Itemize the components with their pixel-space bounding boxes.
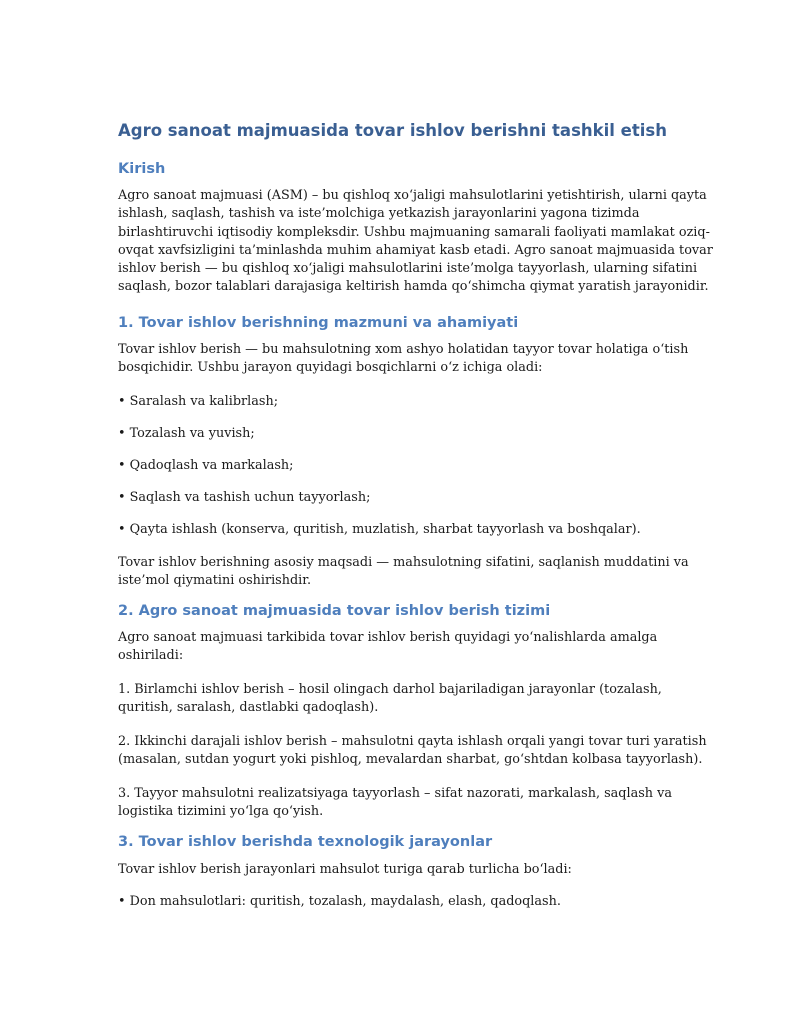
list-item: • Don mahsulotlari: quritish, tozalash, maydalash, elash, qadoqlash.: [118, 894, 561, 909]
section1-heading: 1. Tovar ishlov berishning mazmuni va ahamiyati: [118, 315, 519, 331]
list-item: • Tozalash va yuvish;: [118, 426, 255, 441]
text-line: Agro sanoat majmuasi (ASM) – bu qishloq xo‘jaligi mahsulotlarini yetishtirish, ularni qayta: [118, 188, 707, 203]
list-item: [118, 785, 672, 822]
text-line: bosqichidir. Ushbu jarayon quyidagi bosqichlarni o‘z ichiga oladi:: [118, 360, 543, 376]
text-line: Tovar ishlov berishning asosiy maqsadi — mahsulotning sifatini, saqlanish muddatini va: [118, 555, 689, 570]
text-line: 3. Tayyor mahsulotni realizatsiyaga tayyorlash – sifat nazorati, markalash, saqlash va: [118, 786, 672, 801]
text-line: iste’mol qiymatini oshirishdir.: [118, 573, 312, 589]
text-line: 2. Ikkinchi darajali ishlov berish – mahsulotni qayta ishlash orqali yangi tovar turi yaratish: [118, 734, 707, 749]
intro-heading: Kirish: [118, 161, 166, 177]
section1-intro: [118, 341, 689, 378]
section2-heading: 2. Agro sanoat majmuasida tovar ishlov berish tizimi: [118, 603, 551, 619]
list-item: [118, 733, 707, 770]
text-line: quritish, saralash, dastlabki qadoqlash).: [118, 700, 379, 716]
list-item: • Saqlash va tashish uchun tayyorlash;: [118, 490, 371, 505]
intro-paragraph: [118, 187, 713, 297]
list-item: • Qadoqlash va markalash;: [118, 458, 294, 473]
section2-intro: [118, 629, 666, 666]
list-item: [118, 681, 666, 718]
text-line: birlashtiruvchi iqtisodiy kompleksdir. Ushbu majmuaning samarali faoliyati mamlakat oziq-: [118, 224, 710, 240]
section3-heading: 3. Tovar ishlov berishda texnologik jarayonlar: [118, 834, 493, 850]
text-line: logistika tizimini yo‘lga qo‘yish.: [118, 804, 324, 820]
text-line: Agro sanoat majmuasi tarkibida tovar ishlov berish quyidagi yo‘nalishlarda amalga: [118, 630, 658, 645]
text-line: 1. Birlamchi ishlov berish – hosil olingach darhol bajariladigan jarayonlar (tozalash,: [118, 682, 662, 697]
text-line: oshiriladi:: [118, 648, 184, 664]
document-title: Agro sanoat majmuasida tovar ishlov berishni tashkil etish: [118, 121, 667, 140]
section3-intro: Tovar ishlov berish jarayonlari mahsulot turiga qarab turlicha bo‘ladi:: [118, 862, 572, 877]
text-line: saqlash, bozor talablari darajasiga keltirish hamda qo‘shimcha qiymat yaratish jarayonidir.: [118, 279, 709, 295]
section1-conclusion: [118, 554, 689, 591]
list-item: • Qayta ishlash (konserva, quritish, muzlatish, sharbat tayyorlash va boshqalar).: [118, 522, 641, 537]
text-line: Tovar ishlov berish — bu mahsulotning xom ashyo holatidan tayyor tovar holatiga o‘tish: [118, 342, 689, 357]
text-line: (masalan, sutdan yogurt yoki pishloq, mevalardan sharbat, go‘shtdan kolbasa tayyorlash).: [118, 752, 703, 768]
list-item: • Saralash va kalibrlash;: [118, 394, 279, 409]
text-line: ishlov berish — bu qishloq xo‘jaligi mahsulotlarini iste’molga tayyorlash, ularning sifatini: [118, 261, 698, 277]
text-line: ovqat xavfsizligini ta’minlashda muhim ahamiyat kasb etadi. Agro sanoat majmuasida tovar: [118, 242, 713, 258]
text-line: ishlash, saqlash, tashish va iste’molchiga yetkazish jarayonlarini yagona tizimda: [118, 206, 640, 222]
